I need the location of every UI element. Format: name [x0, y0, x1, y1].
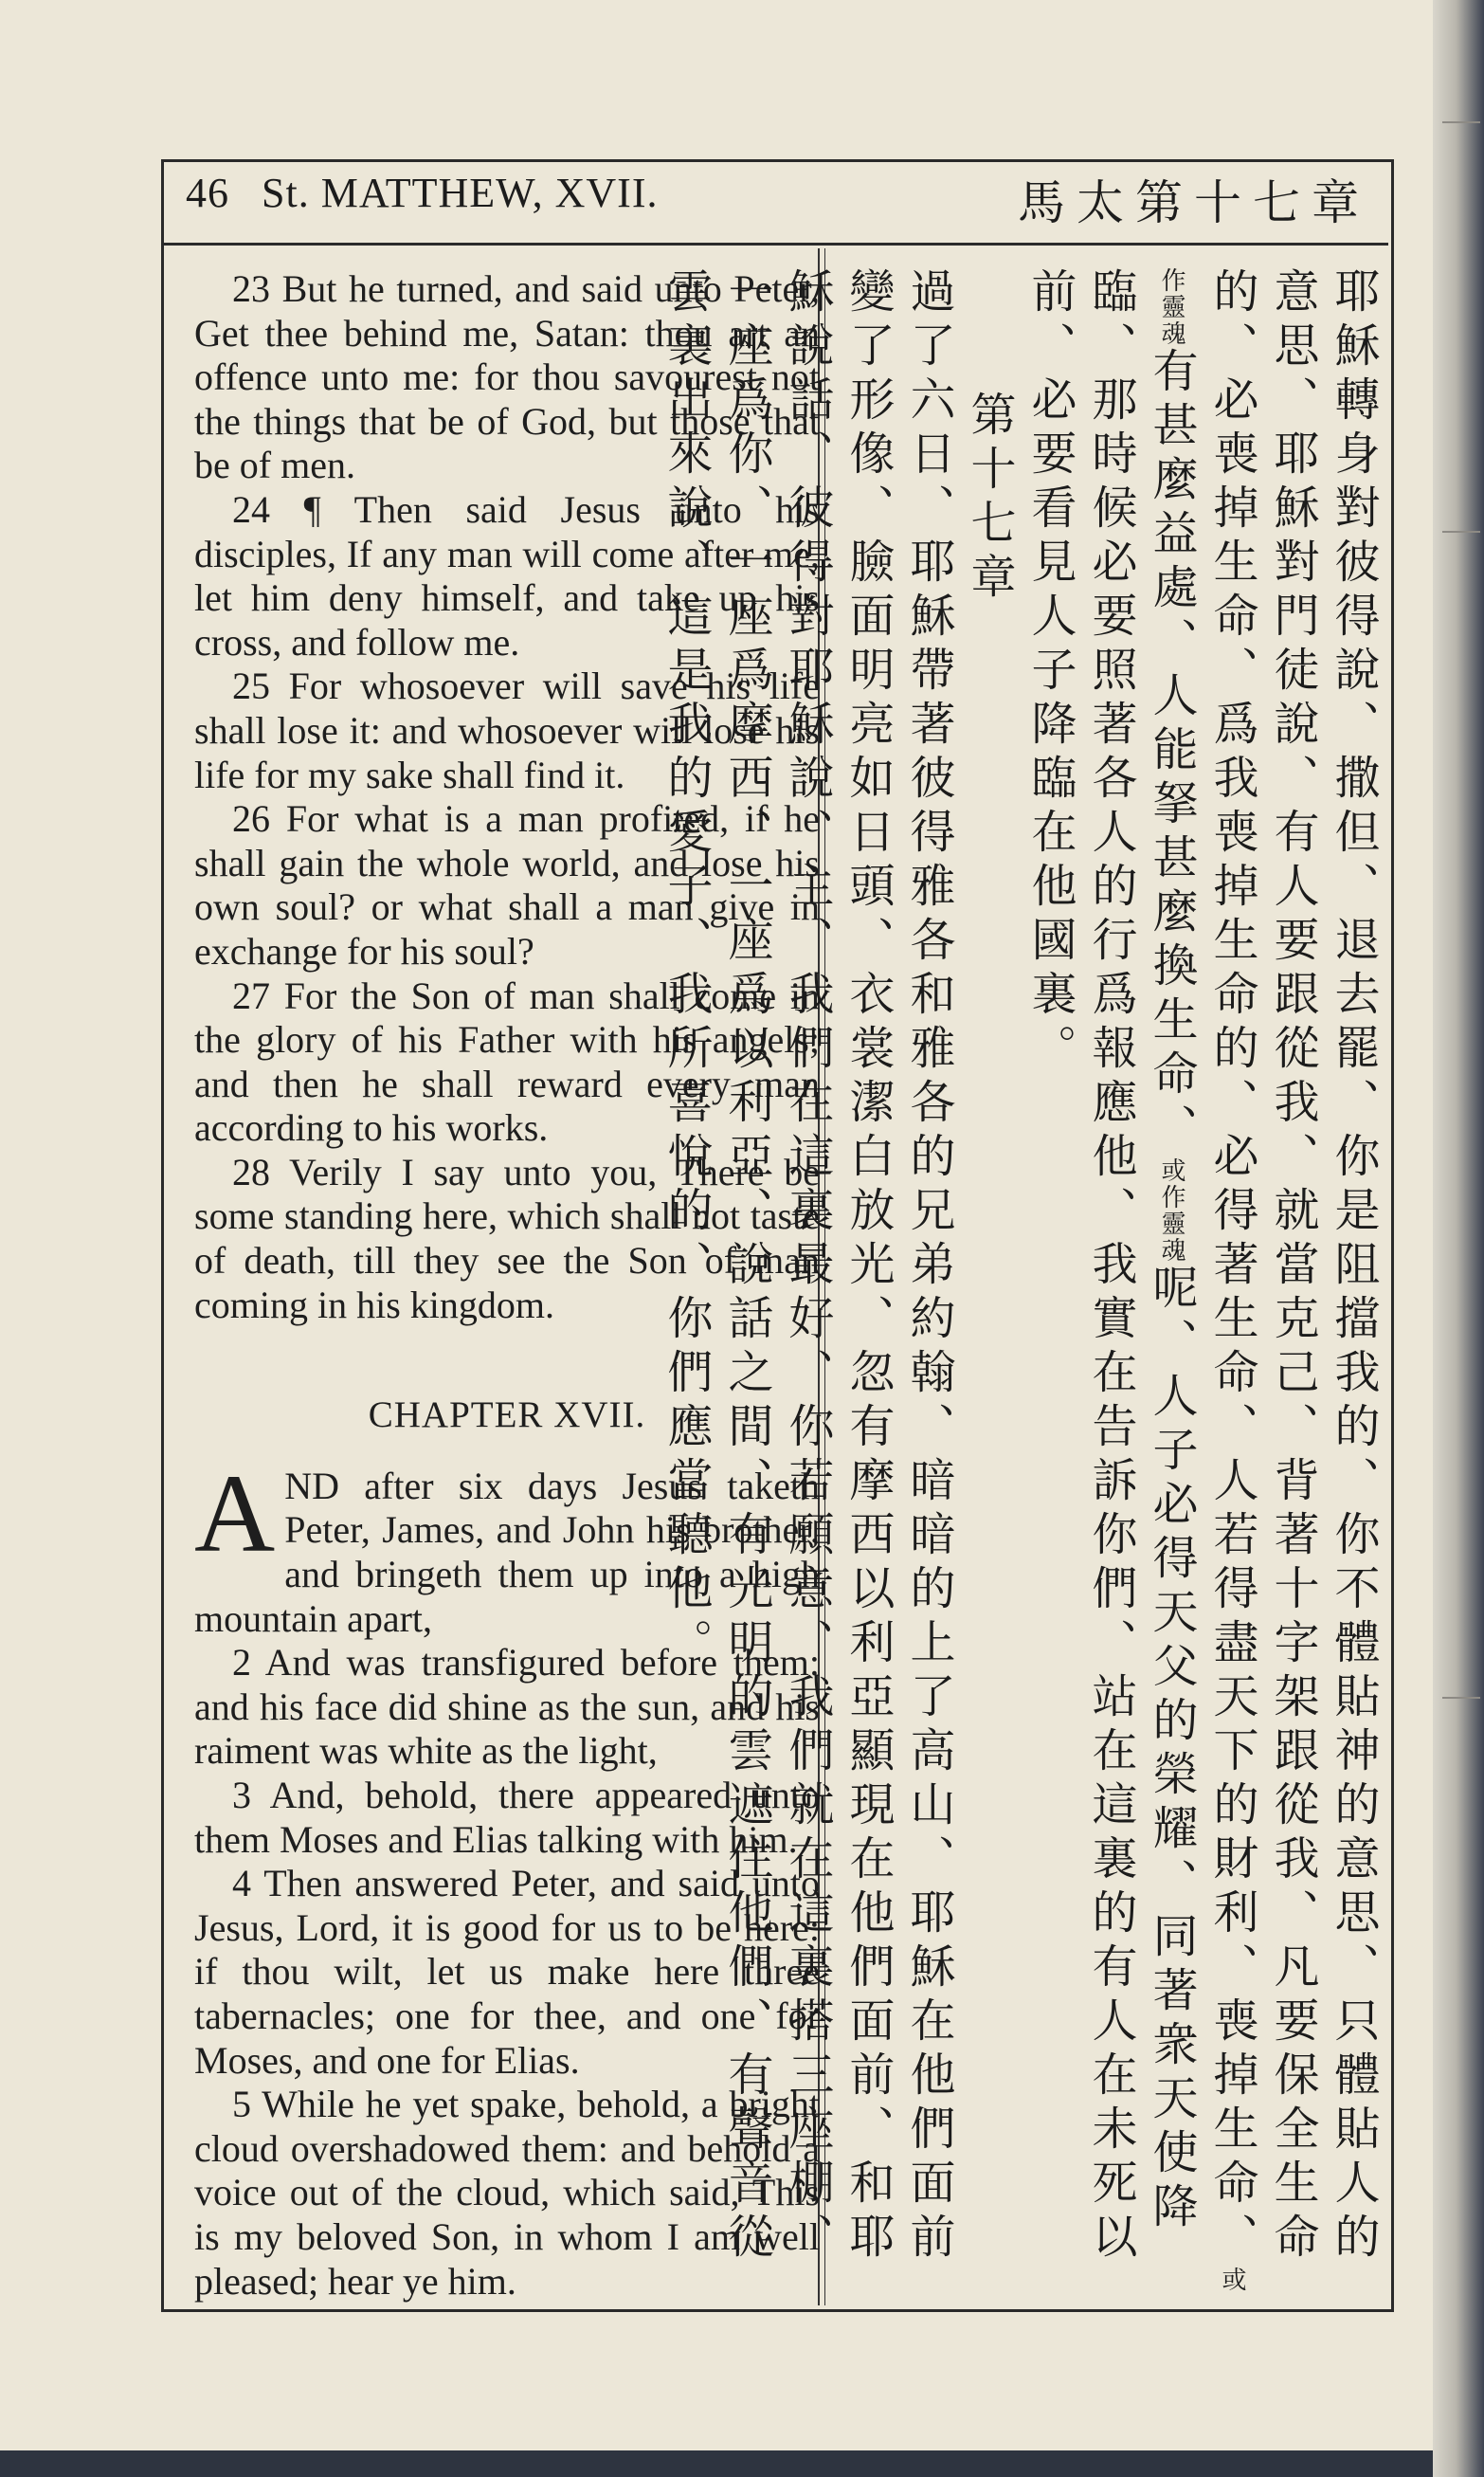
page-number: 46	[186, 170, 229, 216]
chapter-heading: CHAPTER XVII.	[368, 1394, 646, 1436]
page-edge-line	[1442, 531, 1480, 533]
verse-5: 5 While he yet spake, behold, a bright cloud overshadowed them: and behold a voice out of the cloud, which said, This is my beloved Son, in whom I am well pleased; hear ye him.	[194, 2083, 820, 2303]
running-title: St. MATTHEW, XVII.	[262, 170, 659, 216]
verse-25: 25 For whosoever will save his life shall lose it: and whosoever will lose his life for my sake shall find it.	[194, 665, 820, 796]
verse-2: 2 And was transfigured before them: and his face did shine as the sun, and his raiment was white as the light,	[194, 1641, 820, 1773]
page-edge-line	[1442, 121, 1480, 123]
verse-24: 24 ¶ Then said Jesus unto his disciples, If any man will come after me, let him deny himself, and take up his cross, and follow me.	[194, 487, 820, 664]
chinese-running-header: 馬太第十七章	[1018, 175, 1370, 230]
chinese-annotation: 或作靈魂	[1157, 267, 1246, 2293]
chinese-column	[660, 267, 1384, 2296]
chinese-paragraph: 過了六日、耶穌帶著彼得雅各和雅各的兄弟約翰、暗暗的上了高山、耶穌在他們面前變了形像、臉面明亮如日頭、衣裳潔白放光、忽有摩西以利亞顯現在他們面前、和耶穌說話、彼得對耶穌說、主、我們在這裏最好、你若願意、我們就在這裏搭三座棚、一座爲你、一座爲摩西、一座爲以利亞、說話之間、有光明的雲遮住他們、有聲音從雲裏出來說、這是我的愛子、我所喜悅的、你們應當聽他。	[660, 267, 955, 2267]
drop-cap: A	[194, 1450, 276, 1575]
running-header	[186, 169, 658, 217]
verse-4: 4 Then answered Peter, and said unto Jesus, Lord, it is good for us to be here: if thou wilt, let us make here three tabernacles; one for thee, and one for Moses, and one for Elias.	[194, 1862, 820, 2082]
chinese-text: 有甚麼益處、人能拏甚麼換生命、	[1145, 347, 1198, 1157]
verse-3: 3 And, behold, there appeared unto them Moses and Elias talking with him.	[194, 1774, 820, 1861]
page-edge	[1433, 0, 1484, 2477]
verse-28: 28 Verily I say unto you, There be some standing here, which shall not taste of death, till they see the Son of man coming in his kingdom.	[194, 1150, 820, 1326]
verse-27: 27 For the Son of man shall come in the glory of his Father with his angels; and then he shall reward every man according to his works.	[194, 974, 820, 1150]
verse-1-text: ND after six days Jesus taketh Peter, James, and John his brother, and bringeth them up into a high mountain apart,	[194, 1464, 820, 1640]
page-edge-line	[1442, 1697, 1480, 1699]
chinese-paragraph	[1020, 267, 1384, 2296]
chinese-annotation: 或作靈魂	[1157, 1157, 1185, 1264]
verse-26: 26 For what is a man profited, if he shall gain the whole world, and lose his own soul? or what shall a man give in exchange for his soul?	[194, 797, 820, 973]
verse-23: 23 But he turned, and said unto Peter, Get thee behind me, Satan: thou art an offence unto me: for thou savourest not the things that be of God, but those that be of men.	[194, 267, 820, 487]
header-rule	[161, 243, 1388, 246]
chinese-chapter-heading: 第十七章	[963, 391, 1016, 607]
chinese-text: 耶穌轉身對彼得說、撒但、退去罷、你是阻擋我的、你不體貼神的意思、只體貼人的意思、耶穌對門徒說、有人要跟從我、就當克己、背著十字架跟從我、凡要保全生命的、必喪掉生命、爲我喪掉生命的、必得著生命、人若得盡天下的財利、喪掉生命、	[1205, 267, 1380, 2267]
chinese-text: 呢、人子必得天父的榮耀、同著衆天使降臨、那時候必要照著各人的行爲報應他、我實在告訴你們、站在這裏的有人在未死以前、必要看見人子降臨在他國裏。	[1023, 267, 1198, 2267]
